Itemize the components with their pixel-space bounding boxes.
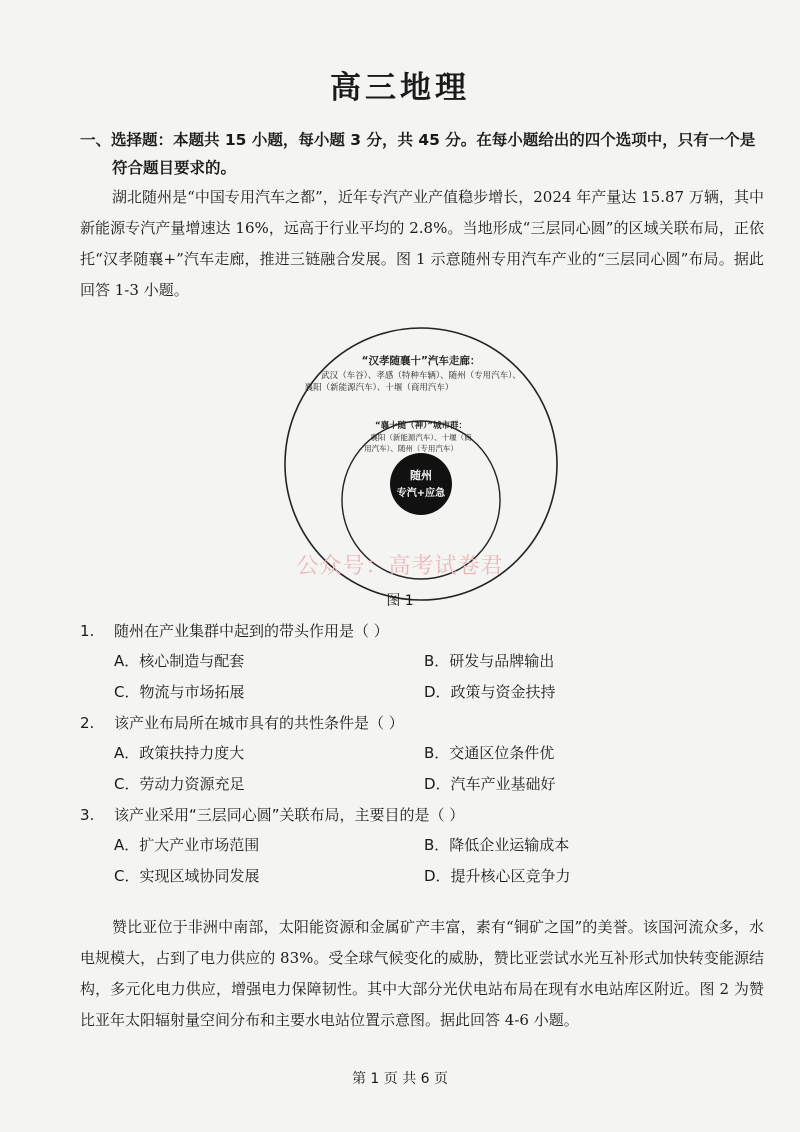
passage-suizhou: 湖北随州是“中国专用汽车之都”，近年专汽产业产值稳步增长，2024 年产量达 15.87 万辆，其中新能源专汽产量增速达 16%，远高于行业平均的 2.8%。当地形成“三层同心圆”的区域关联布局，正依托“汉孝随襄+”汽车走廊，推进三链融合发展。图 1 示意随州专用汽车产业的“三层同心圆”布局。据此回答 1-3 小题。 bbox=[80, 188, 764, 299]
passage-zambia: 赞比亚位于非洲中南部，太阳能资源和金属矿产丰富，素有“铜矿之国”的美誉。该国河流众多，水电规模大，占到了电力供应的 83%。受全球气候变化的威胁，赞比亚尝试水光互补形式加快转变能源结构，多元化电力供应，增强电力保障韧性。其中大部分光伏电站布局在现有水电站库区附近。图 2 为赞比亚年太阳辐射量空间分布和主要水电站位置示意图。据此回答 4-6 小题。 bbox=[80, 918, 764, 1029]
option-b: B．研发与品牌输出 bbox=[424, 652, 555, 670]
section-heading bbox=[80, 126, 760, 182]
option-c: C．劳动力资源充足 bbox=[114, 775, 245, 793]
page-title: 高三地理 bbox=[330, 70, 470, 106]
middle-ring-line2: 用汽车）、随州（专用汽车） bbox=[364, 444, 458, 453]
core-line1: 随州 bbox=[410, 469, 432, 482]
option-d: D．汽车产业基础好 bbox=[424, 775, 556, 793]
question-2 bbox=[80, 708, 770, 800]
question-number: 1. bbox=[80, 622, 95, 640]
question-stem: 该产业采用“三层同心圆”关联布局，主要目的是（ ） bbox=[114, 806, 465, 824]
option-a: A．核心制造与配套 bbox=[114, 652, 245, 670]
outer-ring-title: “汉孝随襄十”汽车走廊： bbox=[361, 355, 481, 367]
question-number: 3. bbox=[80, 806, 95, 824]
outer-ring-line1: 武汉（车谷）、孝感（特种车辆）、随州（专用汽车）、 bbox=[321, 371, 521, 381]
figure-caption: 图 1 bbox=[386, 593, 414, 609]
outer-ring-line2: 襄阳（新能源汽车）、十堰（商用汽车） bbox=[304, 383, 454, 393]
option-d: D．政策与资金扶持 bbox=[424, 683, 556, 701]
core-line2: 专汽+应急 bbox=[396, 488, 446, 499]
watermark: 公众号：高考试卷君 bbox=[296, 554, 504, 579]
option-b: B．降低企业运输成本 bbox=[424, 836, 570, 854]
option-b: B．交通区位条件优 bbox=[424, 744, 555, 762]
middle-ring-title: “襄十随（神）”城市群： bbox=[375, 421, 467, 431]
question-stem: 该产业布局所在城市具有的共性条件是（ ） bbox=[114, 714, 404, 732]
question-number: 2. bbox=[80, 714, 95, 732]
question-1 bbox=[80, 616, 770, 708]
option-a: A．政策扶持力度大 bbox=[114, 744, 245, 762]
page-footer: 第 1 页 共 6 页 bbox=[351, 1071, 449, 1087]
core-circle bbox=[390, 453, 452, 515]
middle-ring-line1: 襄阳（新能源汽车）、十堰（商 bbox=[370, 433, 472, 442]
option-a: A．扩大产业市场范围 bbox=[114, 836, 260, 854]
option-d: D．提升核心区竞争力 bbox=[424, 867, 571, 885]
option-c: C．实现区域协同发展 bbox=[114, 867, 260, 885]
option-c: C．物流与市场拓展 bbox=[114, 683, 245, 701]
question-3 bbox=[80, 800, 770, 892]
section-heading-line2: 符合题目要求的。 bbox=[112, 159, 237, 177]
question-stem: 随州在产业集群中起到的带头作用是（ ） bbox=[114, 622, 389, 640]
section-heading-line1: 一、选择题：本题共 15 小题，每小题 3 分，共 45 分。在每小题给出的四个选项中，只有一个是 bbox=[80, 131, 756, 149]
